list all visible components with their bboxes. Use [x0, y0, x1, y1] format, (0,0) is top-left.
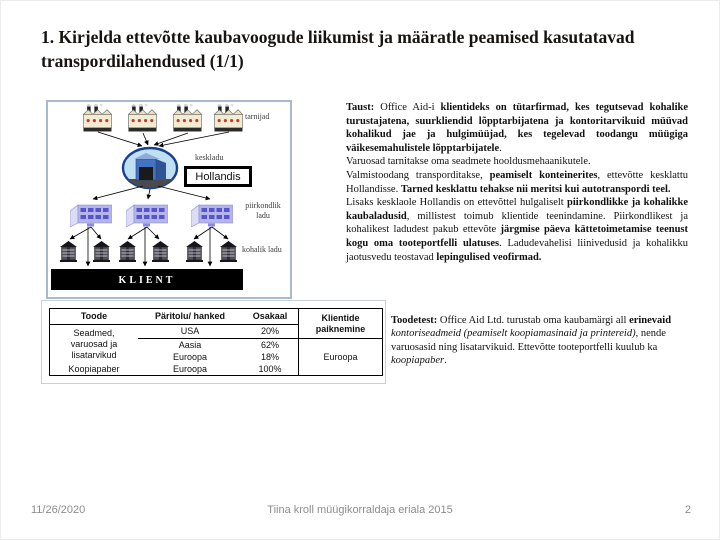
factory-icon	[83, 104, 111, 132]
local-warehouse-icon	[93, 241, 110, 262]
table-cell-origin: Aasia	[178, 339, 202, 350]
footer-date: 11/26/2020	[31, 504, 86, 516]
sourcing-table-panel	[41, 300, 386, 384]
regional-warehouse-label: piirkondlik ladu	[245, 201, 281, 220]
table-cell-share: 18%	[260, 351, 279, 362]
footer-page-number: 2	[684, 504, 691, 516]
regional-warehouse-icon	[70, 205, 112, 227]
table-cell-product-group-1: Seadmed, varuosad ja lisatarvikud	[70, 327, 118, 360]
table-cell-origin: Euroopa	[172, 363, 208, 374]
table-cell-origin: Euroopa	[172, 351, 208, 362]
diagram-canvas	[48, 102, 286, 293]
local-warehouse-label: kohalik ladu	[242, 245, 282, 254]
location-box: Hollandis	[184, 166, 252, 187]
table-cell-origin: USA	[138, 325, 242, 339]
factory-icon	[173, 104, 201, 132]
regional-warehouse-icon	[191, 205, 233, 227]
local-warehouse-icon	[119, 241, 136, 262]
page-title: 1. Kirjelda ettevõtte kaubavoogude liikumist ja määratle peamised kasutatavad transpordilahendused (1/1)	[41, 27, 635, 72]
regional-warehouse-icons	[70, 205, 233, 227]
table-cell-share: 20%	[242, 325, 298, 339]
slide-footer	[1, 504, 719, 520]
table-cell-share: 62%	[260, 339, 279, 350]
client-bar-label: KLIENT	[118, 275, 176, 286]
background-text	[346, 101, 688, 264]
paragraph: Varuosad tarnitakse oma seadmete hooldusmehaanikutele.	[346, 156, 591, 168]
regional-warehouse-icon	[126, 205, 168, 227]
table-header-product: Toode	[50, 309, 138, 325]
supply-chain-diagram	[46, 100, 292, 299]
paragraph: Taust: Office Aid-i klientideks on tütarfirmad, kes tegutsevad kohalike turustajatena, suurkliendid lõpptarbijatena ja kontoritarvikuid müüvad kohalikud jae ja hulgimüüjad, kes tegelevad toodangu müügiga väikesemahulistele lõpptarbijatele.	[346, 102, 688, 154]
table-header-origin: Päritolu/ hanked	[138, 309, 242, 325]
local-warehouse-icon	[186, 241, 203, 262]
paragraph: Valmistoodang transporditakse, peamiselt konteinerites, ettevõtte kesklattu Hollandisse. Tarned kesklattu tehakse nii meritsi kui autotranspordi teel.	[346, 169, 688, 195]
supplier-arrows	[98, 132, 229, 146]
local-warehouse-icon	[152, 241, 169, 262]
local-warehouse-icons	[60, 241, 237, 262]
suppliers-label: tarnijad	[245, 112, 270, 121]
factory-icon	[214, 104, 242, 132]
paragraph: Toodetest: Office Aid Ltd. turustab oma kaubamärgi all erinevaid kontoriseadmeid (peamiselt koopiamasinaid ja printereid), nende varuosasid ning lisatarvikuid. Ettevõtte tooteportfelli kuulub ka koopiapaber.	[391, 315, 672, 367]
footer-credit: Tiina kroll müügikorraldaja eriala 2015	[267, 504, 453, 516]
table-header-share: Osakaal	[242, 309, 298, 325]
client-bar	[51, 269, 243, 290]
factory-icons	[83, 104, 242, 132]
table-cell-share: 100%	[258, 363, 282, 374]
table-cell-product-group-2: Koopiapaber	[68, 363, 120, 374]
products-text	[391, 314, 690, 368]
factory-icon	[128, 104, 156, 132]
local-warehouse-icon	[60, 241, 77, 262]
central-warehouse-label: keskladu	[195, 153, 224, 162]
central-warehouse-icon	[123, 148, 177, 189]
table-cell-client-location: Euroopa	[298, 339, 382, 375]
sourcing-table	[49, 308, 383, 376]
local-warehouse-icon	[220, 241, 237, 262]
table-header-clients: Klientide paiknemine	[298, 309, 382, 339]
paragraph: Lisaks kesklaole Hollandis on ettevõttel hulgaliselt piirkondlikke ja kohalikke kaubaladusid, millistest toimub klientide teenindamine. Piirkondlikest ja kohalikest ladudest pakub ettevõte järgmise päeva kättetoimetamise teenust kogu oma tooteportfelli ulatuses. Ladudevahelisi liinivedusid ja kohalikku jaotusvedu teostavad lepingulised veofirmad.	[346, 197, 689, 263]
